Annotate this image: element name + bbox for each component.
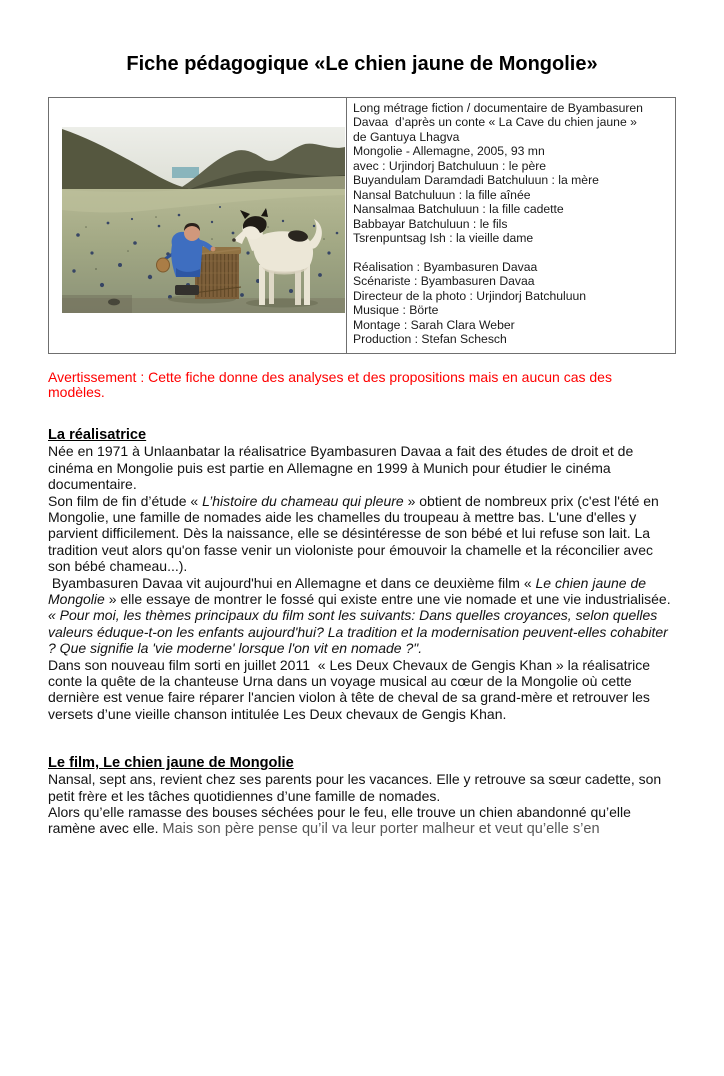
paragraph-synopsis-1 (48, 771, 676, 804)
credit-line: Production : Stefan Schesch (353, 332, 507, 347)
paragraph-second-film (48, 575, 676, 657)
credit-line: Nansalmaa Batchuluun : la fille cadette (353, 202, 564, 217)
paragraph-director-bio (48, 443, 676, 492)
credit-line: Tsrenpuntsag Ish : la vieille dame (353, 231, 534, 246)
warning-note (48, 370, 676, 402)
credit-line: Long métrage fiction / documentaire de Byambasuren (353, 101, 643, 115)
credit-line: Scénariste : Byambasuren Davaa (353, 274, 535, 289)
paragraph-new-film (48, 657, 676, 723)
film-title-italic: L’histoire du chameau qui pleure (202, 492, 404, 509)
text-run: Son film de fin d’étude « (48, 492, 203, 509)
section-heading-realisatrice: La réalisatrice (48, 427, 147, 444)
warning-line: modèles. (48, 384, 105, 401)
film-info-box (48, 97, 676, 354)
child-boots (175, 285, 199, 295)
text-run: Dans son nouveau film sorti en juillet 2011 « Les Deux Chevaux de Gengis Khan » la réalisatrice conte la quête de la chanteuse Urna dans un voyage musical au cœur de la Mongolie où cette dernière est venue faire réparer l'ancien violon à tête de cheval de sa grand-mère et retrouver les versets d’une vieille chanson intitulée Les Deux chevaux de Gengis Khan. (48, 656, 654, 722)
credit-line: Mongolie - Allemagne, 2005, 93 mn (353, 144, 545, 159)
text-run: » obtient de nombreux prix (c'est l'été en Mongolie, une famille de nomades aide les chamelles du troupeau à mettre bas. L'une d'elles y parvient difficilement. Dès la naissance, elle se désintéresse de son bébé et lui refuse son lait. La tradition veut alors qu'on fasse venir un violoniste pour émouvoir la chamelle et la réconcilier avec son bébé chameau...). (48, 492, 663, 575)
credit-line-blank (353, 246, 671, 260)
credit-line: Davaa d’après un conte « La Cave du chien jaune » (353, 115, 637, 130)
section-heading-film: Le film, Le chien jaune de Mongolie (48, 755, 294, 772)
child-hand (211, 247, 216, 252)
credit-line: de Gantuya Lhagva (353, 129, 460, 144)
child-pouch (157, 258, 170, 272)
credit-line: Montage : Sarah Clara Weber (353, 317, 515, 332)
credit-line: Babbayar Batchuluun : le fils (353, 216, 508, 231)
warning-line: Avertissement : Cette fiche donne des analyses et des propositions mais en aucun cas des (48, 368, 612, 385)
text-run: Nansal, sept ans, revient chez ses parents pour les vacances. Elle y retrouve sa sœur cadette, son petit frère et les tâches quotidiennes d’une famille de nomades. (48, 771, 666, 804)
credit-line: Nansal Batchuluun : la fille aînée (353, 187, 531, 202)
text-run: Alors qu’elle ramasse des bouses séchées pour le feu, elle trouve un chien abandonné qu’elle ramène avec elle. (48, 804, 635, 837)
text-run: » elle essaye de montrer le fossé qui existe entre une vie nomade et une vie industrialisée. (104, 590, 675, 607)
film-credits (347, 98, 675, 353)
paragraph-synopsis-2 (48, 804, 676, 838)
foreground-shadow (62, 295, 132, 313)
credit-line: Buyandulam Daramdadi Batchuluun : la mère (353, 173, 599, 188)
credit-line: Réalisation : Byambasuren Davaa (353, 259, 538, 274)
credit-line: Musique : Börte (353, 303, 439, 318)
page-title: Fiche pédagogique «Le chien jaune de Mongolie» (126, 53, 598, 75)
rock (108, 299, 120, 306)
film-still-photo (62, 127, 345, 313)
dog-nose (232, 238, 236, 242)
text-run-muted: Mais son père pense qu’il va leur porter malheur et veut qu’elle s’en (162, 821, 600, 838)
distant-lake (172, 167, 199, 178)
document-page (0, 52, 724, 838)
credit-line: Directeur de la photo : Urjindorj Batchuluun (353, 288, 587, 303)
credit-line: avec : Urjindorj Batchuluun : le père (353, 158, 547, 173)
paragraph-first-film (48, 493, 676, 575)
film-title-italic: Le chien jaune de Mongolie (48, 574, 650, 607)
quote-italic: « Pour moi, les thèmes principaux du film sont les suivants: Dans quelles croyances, selon quelles valeurs éduque-t-on les enfants aujourd'hui? La tradition et la modernisation peuvent-elles cohabiter ? Que signifie la 'vie moderne' lorsque l'on vit en nomade ?". (48, 607, 672, 657)
photo-cell (49, 98, 347, 353)
text-run: Née en 1971 à Unlaanbatar la réalisatrice Byambasuren Davaa a fait des études de droit et de cinéma en Mongolie puis est partie en Allemagne en 1999 à Munich pour étudier le cinéma documentaire. (48, 443, 638, 493)
text-run: Byambasuren Davaa vit aujourd'hui en Allemagne et dans ce deuxième film « (48, 574, 536, 591)
